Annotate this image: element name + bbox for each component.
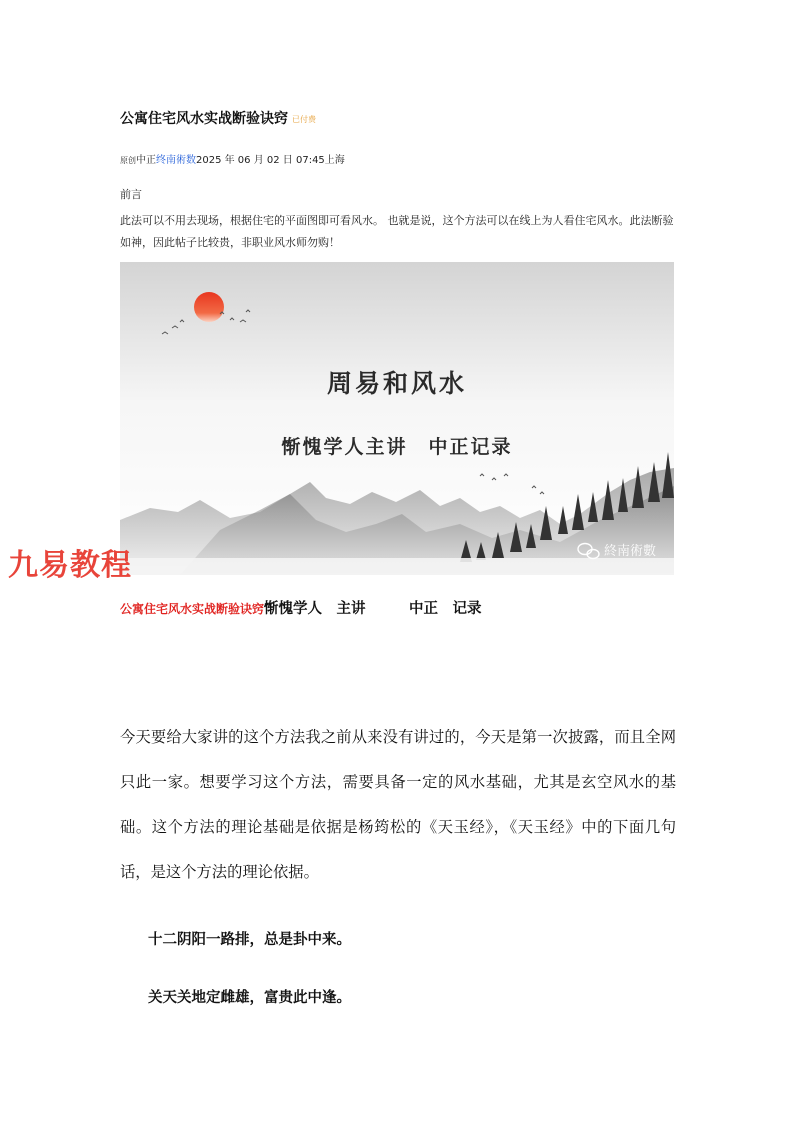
subtitle-credits: 惭愧学人 主讲 中正 记录 — [264, 601, 482, 617]
verse-line-2: 关天关地定雌雄，富贵此中逢。 — [148, 990, 351, 1006]
article-title: 公寓住宅风水实战断验诀窍 — [120, 111, 288, 127]
lecture-subtitle — [120, 597, 482, 618]
intro-paragraph: 此法可以不用去现场，根据住宅的平面图即可看风水。 也就是说，这个方法可以在线上为人看住宅风水。此法断验如神，因此帖子比较贵，非职业风水师勿购！ — [120, 214, 674, 249]
banner-title: 周易和风水 — [326, 369, 468, 398]
banner-subtitle: 惭愧学人主讲 中正记录 — [281, 436, 513, 458]
article-meta — [120, 151, 345, 166]
body-paragraph: 今天要给大家讲的这个方法我之前从来没有讲过的，今天是第一次披露，而且全网只此一家。想要学习这个方法，需要具备一定的风水基础，尤其是玄空风水的基础。这个方法的理论基础是依据是杨筠松的《天玉经》，《天玉经》中的下面几句话，是这个方法的理论依据。 — [120, 728, 676, 881]
sun-icon — [194, 292, 224, 322]
article-header — [120, 108, 316, 128]
paid-badge: 已付费 — [292, 115, 316, 124]
publish-datetime: 2025 年 06 月 02 日 07:45 — [196, 155, 325, 166]
original-tag: 原创 — [120, 156, 136, 165]
banner-image — [120, 262, 674, 575]
preface-heading: 前言 — [120, 188, 142, 201]
banner-logo-text: 終南術數 — [604, 544, 657, 559]
account-link[interactable]: 终南術数 — [156, 155, 196, 166]
watermark-text: 九易教程 — [8, 548, 132, 583]
subtitle-red-title: 公寓住宅风水实战断验诀窍 — [120, 602, 265, 616]
author-name: 中正 — [136, 155, 156, 166]
publish-location: 上海 — [324, 155, 345, 166]
verse-line-1: 十二阴阳一路排，总是卦中来。 — [148, 932, 351, 948]
